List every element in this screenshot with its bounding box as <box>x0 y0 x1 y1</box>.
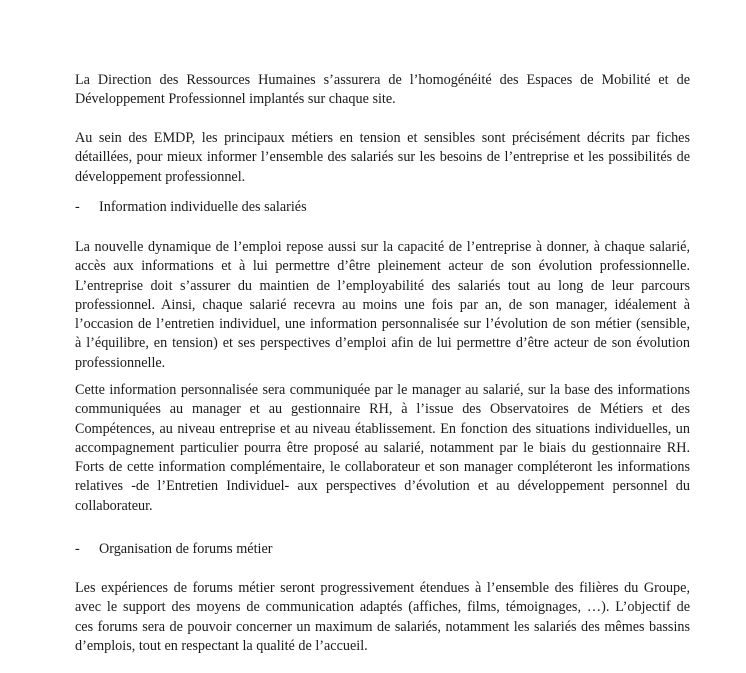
text-line: avec le support des moyens de communication adaptés (affiches, films, témoignages, …). L’objectif de <box>75 599 690 616</box>
text-line: Cette information personnalisée sera communiquée par le manager au salarié, sur la base des informations <box>75 382 690 398</box>
text-line: La Direction des Ressources Humaines s’assurera de l’homogénéité des Espaces de Mobilité et de <box>75 72 690 88</box>
bullet-dash: - <box>75 199 80 215</box>
text-line: d’emplois, tout en respectant la qualité de l’accueil. <box>75 637 368 654</box>
text-line: relatives -de l’Entretien Individuel- aux perspectives d’évolution et au développement personnel du <box>75 478 690 495</box>
paragraph-hr-direction <box>75 71 690 110</box>
text-line: L’entreprise doit s’assurer du maintien de l’employabilité des salariés tout au long de leur parcours <box>75 277 690 294</box>
section-heading-information <box>75 198 307 217</box>
section-heading-forums <box>75 540 273 559</box>
heading-text: Information individuelle des salariés <box>99 199 307 215</box>
text-line: professionnel. Ainsi, chaque salarié recevra au moins une fois par an, de son manager, idéalement à <box>75 296 690 313</box>
text-line: Les expériences de forums métier seront progressivement étendues à l’ensemble des filières du Groupe, <box>75 580 690 596</box>
paragraph-emdp <box>75 129 690 187</box>
paragraph-employment-dynamics <box>75 238 690 373</box>
text-line: à l’équilibre, en tension) et ses perspectives d’emploi afin de lui permettre d’être acteur de son évolution <box>75 335 690 352</box>
text-line: professionnelle. <box>75 354 166 371</box>
bullet-dash: - <box>75 541 80 557</box>
text-line: détaillées, pour mieux informer l’ensemble des salariés sur les besoins de l’entreprise et les possibilités de <box>75 149 690 166</box>
paragraph-forums <box>75 579 690 656</box>
text-line: développement professionnel. <box>75 168 246 185</box>
text-line: La nouvelle dynamique de l’emploi repose aussi sur la capacité de l’entreprise à donner, à chaque salarié, <box>75 239 690 255</box>
text-line: communiquées au manager et au gestionnaire RH, à l’issue des Observatoires de Métiers et des <box>75 401 690 418</box>
text-line: Au sein des EMDP, les principaux métiers en tension et sensibles sont précisément décrits par fiches <box>75 130 690 146</box>
text-line: collaborateur. <box>75 497 153 514</box>
heading-text: Organisation de forums métier <box>99 541 273 557</box>
text-line: ces forums sera de pouvoir concerner un maximum de salariés, notamment les salariés des mêmes bassins <box>75 618 690 635</box>
text-line: Compétences, au niveau entreprise et au niveau établissement. En fonction des situations individuelles, un <box>75 420 690 437</box>
text-line: Forts de cette information complémentaire, le collaborateur et son manager compléteront les informations <box>75 459 690 476</box>
paragraph-personalized-information <box>75 381 690 516</box>
text-line: Développement Professionnel implantés sur chaque site. <box>75 91 396 108</box>
text-line: l’occasion de l’entretien individuel, une information personnalisée sur l’évolution de son métier (sensible, <box>75 316 690 333</box>
text-line: accès aux informations et à lui permettre d’être pleinement acteur de son évolution professionnelle. <box>75 258 690 275</box>
text-line: accompagnement particulier pourra être proposé au salarié, notamment par le biais du gestionnaire RH. <box>75 439 690 456</box>
